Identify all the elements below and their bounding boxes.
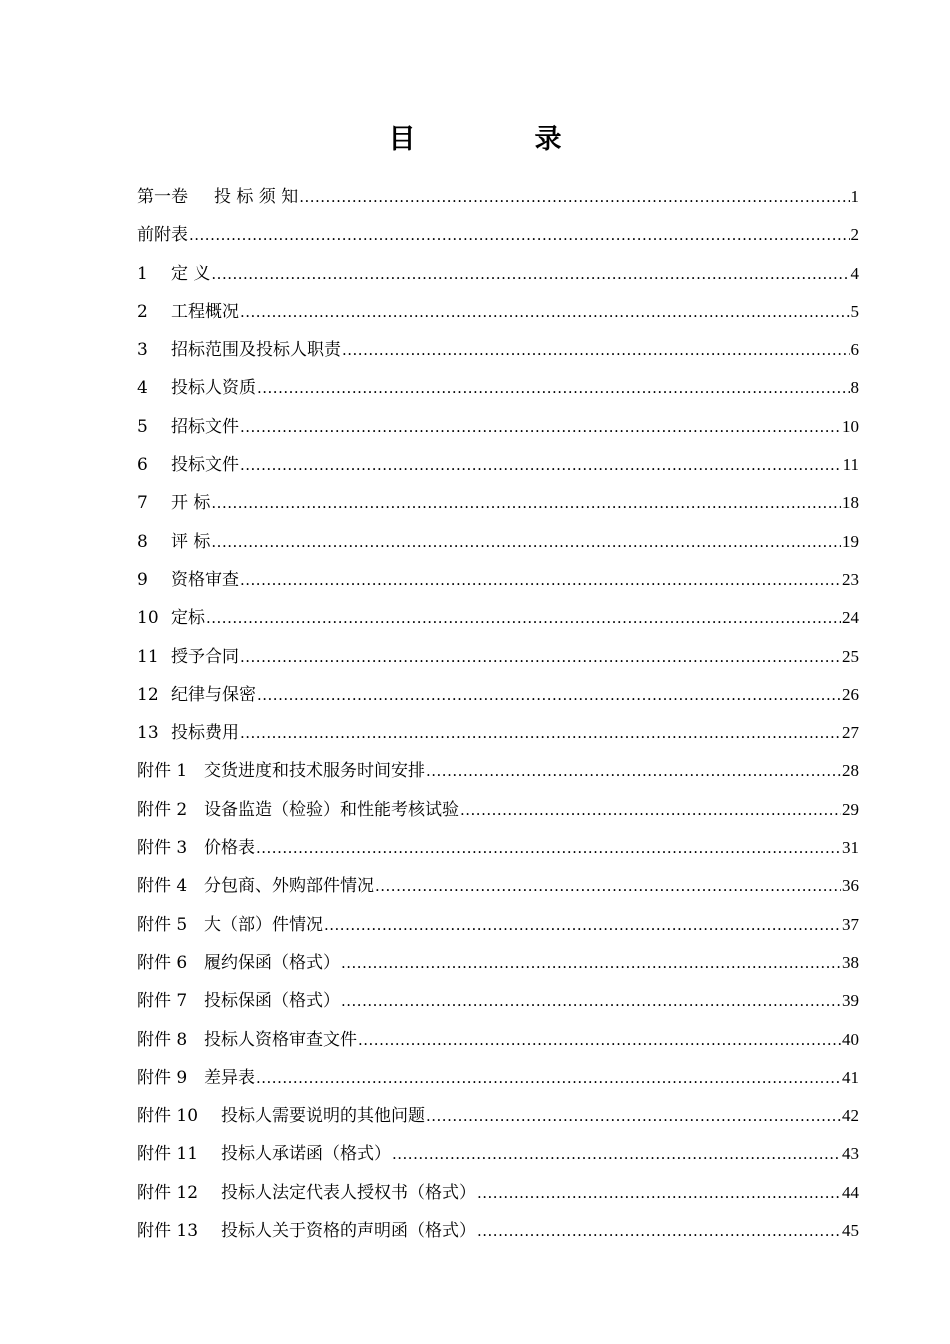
toc-entry-number: 2: [137, 301, 148, 322]
toc-entry-page-number: 44: [842, 1182, 859, 1202]
toc-entry-page-number: 1: [850, 187, 859, 206]
toc-dot-leader: [341, 944, 841, 982]
toc-entry[interactable]: [137, 1212, 859, 1250]
toc-dot-leader: [189, 216, 850, 254]
toc-entry-title: 资格审查: [171, 569, 239, 590]
toc-entry-number: 5: [137, 416, 148, 437]
toc-entry-page-number: 43: [842, 1144, 859, 1164]
toc-entry-number: 3: [137, 340, 148, 361]
toc-entry[interactable]: [137, 944, 859, 982]
toc-entry-title: 评 标: [171, 531, 211, 552]
toc-entry[interactable]: [137, 867, 859, 905]
toc-dot-leader: [211, 523, 841, 561]
toc-entry-page-number: 8: [850, 378, 859, 398]
toc-entry-page-number: 38: [842, 952, 859, 972]
toc-entry-number: 4: [137, 378, 148, 399]
toc-dot-leader: [477, 1212, 841, 1250]
toc-entry-title: 差异表: [204, 1067, 255, 1088]
toc-entry-page-number: 26: [842, 684, 859, 704]
toc-entry-title: 纪律与保密: [171, 684, 256, 705]
toc-entry-title: 投标费用: [171, 723, 239, 744]
toc-entry-number: 9: [137, 569, 148, 590]
toc-entry[interactable]: [137, 1174, 859, 1212]
toc-entry-page-number: 24: [842, 608, 859, 628]
toc-dot-leader: [240, 638, 841, 676]
toc-entry-number: 附件 6: [137, 952, 188, 973]
toc-entry-title: 投标人资质: [171, 378, 256, 399]
toc-entry-title: 投标人需要说明的其他问题: [221, 1106, 425, 1127]
toc-entry[interactable]: [137, 1021, 859, 1059]
toc-entry[interactable]: [137, 484, 859, 522]
toc-entry-number: 13: [137, 723, 159, 744]
toc-entry-number: 7: [137, 493, 148, 514]
toc-entry[interactable]: [137, 446, 859, 484]
toc-entry-page-number: 23: [842, 569, 859, 589]
toc-dot-leader: [240, 714, 841, 752]
toc-entry[interactable]: [137, 523, 859, 561]
toc-entry-title: 投标保函（格式）: [204, 991, 340, 1012]
toc-entry-page-number: 27: [842, 723, 859, 743]
toc-entry-number: 12: [137, 684, 159, 705]
toc-dot-leader: [477, 1174, 841, 1212]
toc-dot-leader: [256, 829, 841, 867]
toc-entry[interactable]: [137, 1135, 859, 1173]
toc-dot-leader: [206, 599, 841, 637]
toc-entry-title: 授予合同: [171, 646, 239, 667]
toc-entry-title: 交货进度和技术服务时间安排: [204, 761, 425, 782]
toc-dot-leader: [342, 331, 850, 369]
toc-entry-number: 附件 7: [137, 991, 188, 1012]
toc-entry-title: 分包商、外购部件情况: [204, 876, 374, 897]
toc-entry-page-number: 18: [842, 493, 859, 513]
toc-entry-title: 前附表: [137, 225, 188, 246]
toc-entry-page-number: 2: [850, 225, 859, 245]
toc-entry-number: 附件 12: [137, 1182, 199, 1203]
toc-entry-title: 投标人关于资格的声明函（格式）: [221, 1221, 476, 1242]
toc-entry-page-number: 5: [850, 301, 859, 321]
toc-entry-title: 投标人法定代表人授权书（格式）: [221, 1182, 476, 1203]
toc-entry[interactable]: [137, 293, 859, 331]
toc-entry[interactable]: [137, 1097, 859, 1135]
toc-entry-number: 8: [137, 531, 148, 552]
toc-dot-leader: [426, 752, 841, 790]
toc-dot-leader: [392, 1135, 841, 1173]
toc-dot-leader: [240, 293, 850, 331]
toc-entry[interactable]: [137, 369, 859, 407]
toc-entry[interactable]: [137, 331, 859, 369]
toc-entry-title: 招标范围及投标人职责: [171, 340, 341, 361]
toc-title: 目 录: [388, 124, 608, 155]
toc-entry-title: 大（部）件情况: [204, 914, 323, 935]
toc-entry-page-number: 45: [842, 1221, 859, 1241]
toc-dot-leader: [240, 446, 842, 484]
toc-dot-leader: [211, 255, 849, 293]
toc-entry-number: 附件 5: [137, 914, 188, 935]
toc-entry-number: 附件 9: [137, 1067, 188, 1088]
toc-dot-leader: [341, 982, 841, 1020]
toc-entry-title: 投标人资格审查文件: [204, 1029, 357, 1050]
toc-entry-title: 设备监造（检验）和性能考核试验: [204, 799, 459, 820]
toc-dot-leader: [460, 791, 841, 829]
toc-entry-number: 附件 10: [137, 1106, 199, 1127]
toc-entry-page-number: 31: [842, 838, 859, 858]
toc-entry[interactable]: [137, 829, 859, 867]
toc-entry[interactable]: [137, 561, 859, 599]
toc-dot-leader: [299, 178, 849, 216]
toc-entry-page-number: 40: [842, 1029, 859, 1049]
toc-entry-title: 定标: [171, 608, 205, 629]
table-of-contents: [137, 178, 859, 1250]
toc-entry-page-number: 37: [842, 914, 859, 934]
toc-entry-number: 附件 3: [137, 838, 188, 859]
toc-entry-page-number: 28: [842, 761, 859, 781]
toc-entry-number: 10: [137, 608, 159, 629]
toc-entry-number: 附件 4: [137, 876, 188, 897]
toc-entry-number: 1: [137, 263, 148, 284]
toc-entry-page-number: 42: [842, 1106, 859, 1126]
toc-dot-leader: [211, 484, 841, 522]
toc-entry-title: 投标文件: [171, 455, 239, 476]
toc-entry-title: 定 义: [171, 263, 211, 284]
toc-entry[interactable]: [137, 752, 859, 790]
toc-entry-page-number: 25: [842, 646, 859, 666]
toc-entry[interactable]: [137, 216, 859, 254]
toc-dot-leader: [257, 676, 841, 714]
toc-entry-number: 附件 8: [137, 1029, 188, 1050]
toc-entry-number: 附件 1: [137, 761, 188, 782]
toc-entry[interactable]: [137, 714, 859, 752]
toc-dot-leader: [257, 369, 850, 407]
toc-dot-leader: [358, 1021, 841, 1059]
toc-entry-title: 开 标: [171, 493, 211, 514]
toc-dot-leader: [256, 1059, 841, 1097]
toc-entry-page-number: 19: [842, 531, 859, 551]
toc-entry-title: 履约保函（格式）: [204, 952, 340, 973]
toc-dot-leader: [426, 1097, 841, 1135]
toc-entry[interactable]: [137, 982, 859, 1020]
toc-entry-number: 第一卷: [137, 187, 188, 207]
toc-entry-number: 11: [137, 646, 159, 667]
toc-entry-page-number: 6: [850, 340, 859, 360]
toc-entry-page-number: 4: [850, 263, 859, 283]
toc-entry-number: 附件 2: [137, 799, 188, 820]
toc-entry-title: 价格表: [204, 838, 255, 859]
toc-entry-page-number: 36: [842, 876, 859, 896]
toc-entry[interactable]: [137, 676, 859, 714]
toc-dot-leader: [240, 408, 841, 446]
toc-entry-number: 附件 13: [137, 1221, 199, 1242]
toc-entry[interactable]: [137, 408, 859, 446]
toc-dot-leader: [324, 906, 841, 944]
toc-entry[interactable]: [137, 791, 859, 829]
toc-entry-page-number: 11: [842, 455, 859, 475]
toc-entry[interactable]: [137, 255, 859, 293]
toc-entry-title: 投 标 须 知: [214, 187, 299, 207]
toc-entry-page-number: 41: [842, 1067, 859, 1087]
toc-entry-number: 附件 11: [137, 1144, 199, 1165]
toc-entry-page-number: 29: [842, 799, 859, 819]
toc-entry[interactable]: [137, 178, 859, 216]
toc-entry-page-number: 10: [842, 416, 859, 436]
toc-dot-leader: [375, 867, 841, 905]
toc-entry[interactable]: [137, 638, 859, 676]
toc-entry-number: 6: [137, 455, 148, 476]
toc-entry-page-number: 39: [842, 991, 859, 1011]
toc-entry[interactable]: [137, 906, 859, 944]
toc-dot-leader: [240, 561, 841, 599]
toc-entry-title: 投标人承诺函（格式）: [221, 1144, 391, 1165]
toc-entry-title: 工程概况: [171, 301, 239, 322]
toc-entry[interactable]: [137, 599, 859, 637]
toc-entry[interactable]: [137, 1059, 859, 1097]
toc-entry-title: 招标文件: [171, 416, 239, 437]
